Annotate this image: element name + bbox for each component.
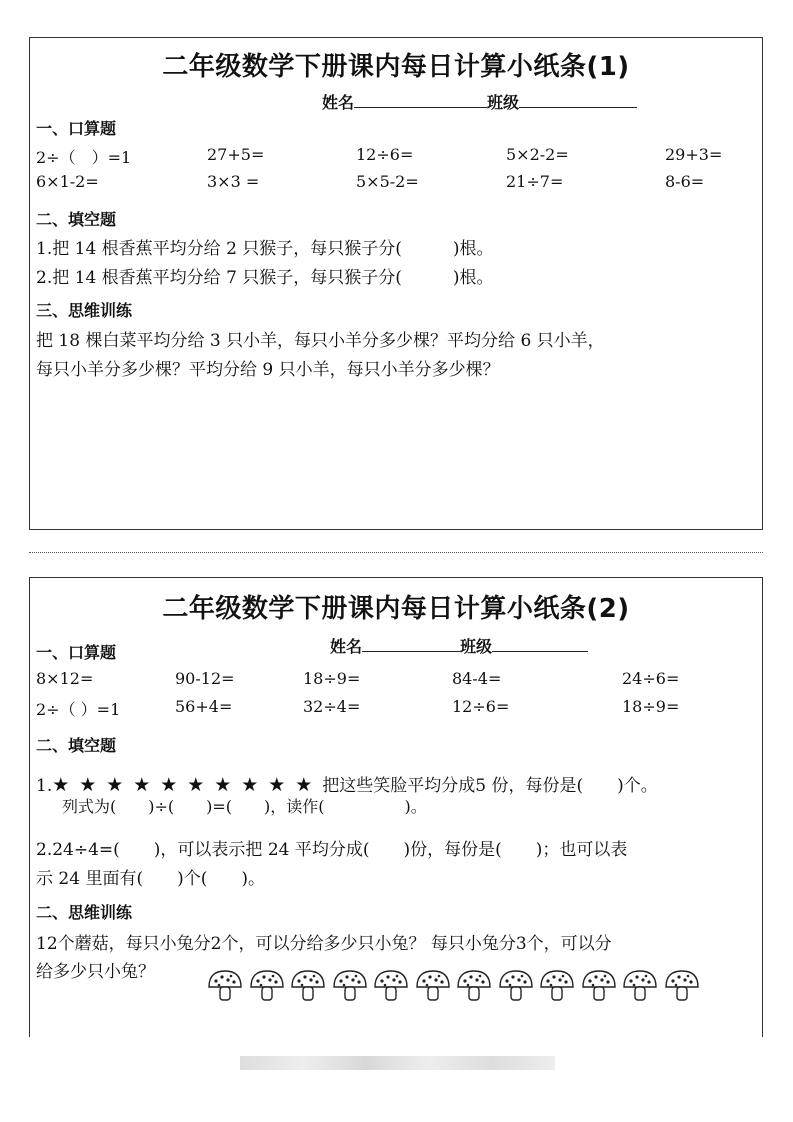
card1-class-label: 班级 bbox=[487, 93, 520, 112]
card2-section-fill: 二、填空题 bbox=[36, 736, 117, 755]
oral-item: 8×12= bbox=[36, 669, 94, 688]
card2-class-label: 班级 bbox=[460, 637, 493, 656]
card1-name-class-line bbox=[322, 90, 637, 113]
mushroom-icon bbox=[331, 968, 369, 1004]
card2-think-line-2: 给多少只小兔？ bbox=[36, 962, 155, 982]
card1-fill-q2: 2.把 14 根香蕉平均分给 7 只猴子，每只猴子分( )根。 bbox=[36, 268, 494, 288]
card1-fill-q1: 1.把 14 根香蕉平均分给 2 只猴子，每只猴子分( )根。 bbox=[36, 239, 494, 259]
card2-think-line-1: 12个蘑菇，每只小兔分2个，可以分给多少只小兔？ 每只小兔分3个，可以分 bbox=[36, 934, 612, 954]
oral-item: 18÷9= bbox=[622, 697, 680, 716]
mushroom-icon bbox=[372, 968, 410, 1004]
cut-line-divider bbox=[29, 552, 763, 553]
oral-item: 21÷7= bbox=[506, 172, 564, 191]
star-icon: ★ bbox=[241, 774, 259, 796]
card2-section-thinking: 二、思维训练 bbox=[36, 903, 133, 922]
card2-name-blank[interactable] bbox=[362, 637, 460, 652]
mushroom-icon bbox=[455, 968, 493, 1004]
oral-item: 18÷9= bbox=[303, 669, 361, 688]
star-icon: ★ bbox=[187, 774, 205, 796]
q1-number: 1. bbox=[36, 776, 53, 796]
card1-think-line-1: 把 18 棵白菜平均分给 3 只小羊，每只小羊分多少棵？平均分给 6 只小羊， bbox=[36, 331, 605, 351]
oral-item: 6×1-2= bbox=[36, 172, 99, 191]
blurred-footer bbox=[240, 1056, 555, 1070]
oral-item: 29+3= bbox=[665, 145, 723, 164]
mushroom-icon bbox=[621, 968, 659, 1004]
star-row bbox=[52, 776, 322, 796]
mushroom-icon bbox=[248, 968, 286, 1004]
worksheet-card-1 bbox=[29, 37, 763, 530]
card2-fill-q1 bbox=[36, 771, 658, 796]
star-icon: ★ bbox=[133, 774, 151, 796]
star-icon: ★ bbox=[79, 774, 97, 796]
card2-oral-row-2 bbox=[36, 697, 756, 719]
card1-section-fill: 二、填空题 bbox=[36, 210, 117, 229]
mushroom-icon bbox=[497, 968, 535, 1004]
oral-item: 12÷6= bbox=[356, 145, 414, 164]
card1-name-blank[interactable] bbox=[354, 93, 487, 108]
card2-title: 二年级数学下册课内每日计算小纸条(2) bbox=[162, 594, 630, 624]
mushroom-icon bbox=[414, 968, 452, 1004]
card1-think-line-2: 每只小羊分多少棵？平均分给 9 只小羊，每只小羊分多少棵？ bbox=[36, 360, 500, 380]
card2-oral-row-1 bbox=[36, 669, 756, 691]
worksheet-card-2 bbox=[29, 577, 763, 1037]
star-icon: ★ bbox=[52, 774, 70, 796]
card1-name-label: 姓名 bbox=[322, 93, 355, 112]
oral-item: 27+5= bbox=[207, 145, 265, 164]
oral-item: 5×5-2= bbox=[356, 172, 419, 191]
card2-name-label: 姓名 bbox=[330, 637, 363, 656]
oral-item: 8-6= bbox=[665, 172, 705, 191]
oral-item: 56+4= bbox=[175, 697, 233, 716]
card1-section-thinking: 三、思维训练 bbox=[36, 301, 133, 320]
oral-item: 32÷4= bbox=[303, 697, 361, 716]
mushroom-icon bbox=[580, 968, 618, 1004]
card1-class-blank[interactable] bbox=[519, 93, 637, 108]
mushroom-icon bbox=[289, 968, 327, 1004]
oral-item: 2÷（ ）=1 bbox=[36, 148, 132, 167]
star-icon: ★ bbox=[268, 774, 286, 796]
card2-fill-q2-line1: 2.24÷4=( )，可以表示把 24 平均分成( )份，每份是( )；也可以表 bbox=[36, 840, 628, 860]
oral-item: 5×2-2= bbox=[506, 145, 569, 164]
card2-name-class-line bbox=[330, 634, 588, 657]
star-icon: ★ bbox=[160, 774, 178, 796]
mushroom-icon bbox=[538, 968, 576, 1004]
card2-fill-q1-line2: 列式为( )÷( )=( )，读作( )。 bbox=[62, 797, 427, 816]
card1-oral-row-1 bbox=[36, 145, 756, 167]
oral-item: 3×3 = bbox=[207, 172, 260, 191]
oral-item: 2÷（ ）=1 bbox=[36, 700, 121, 719]
card1-section-oral: 一、口算题 bbox=[36, 119, 117, 138]
oral-item: 90-12= bbox=[175, 669, 235, 688]
oral-item: 84-4= bbox=[452, 669, 502, 688]
card2-fill-q2-line2: 示 24 里面有( )个( )。 bbox=[36, 869, 265, 889]
star-icon: ★ bbox=[295, 774, 313, 796]
star-icon: ★ bbox=[106, 774, 124, 796]
card2-section-oral: 一、口算题 bbox=[36, 643, 117, 662]
oral-item: 12÷6= bbox=[452, 697, 510, 716]
star-icon: ★ bbox=[214, 774, 232, 796]
oral-item: 24÷6= bbox=[622, 669, 680, 688]
card1-oral-row-2 bbox=[36, 172, 756, 194]
mushroom-icon bbox=[663, 968, 701, 1004]
q1-text: 把这些笑脸平均分成5 份，每份是( )个。 bbox=[322, 776, 658, 796]
card1-title: 二年级数学下册课内每日计算小纸条(1) bbox=[162, 52, 630, 82]
mushroom-icon bbox=[206, 968, 244, 1004]
card2-class-blank[interactable] bbox=[492, 637, 588, 652]
